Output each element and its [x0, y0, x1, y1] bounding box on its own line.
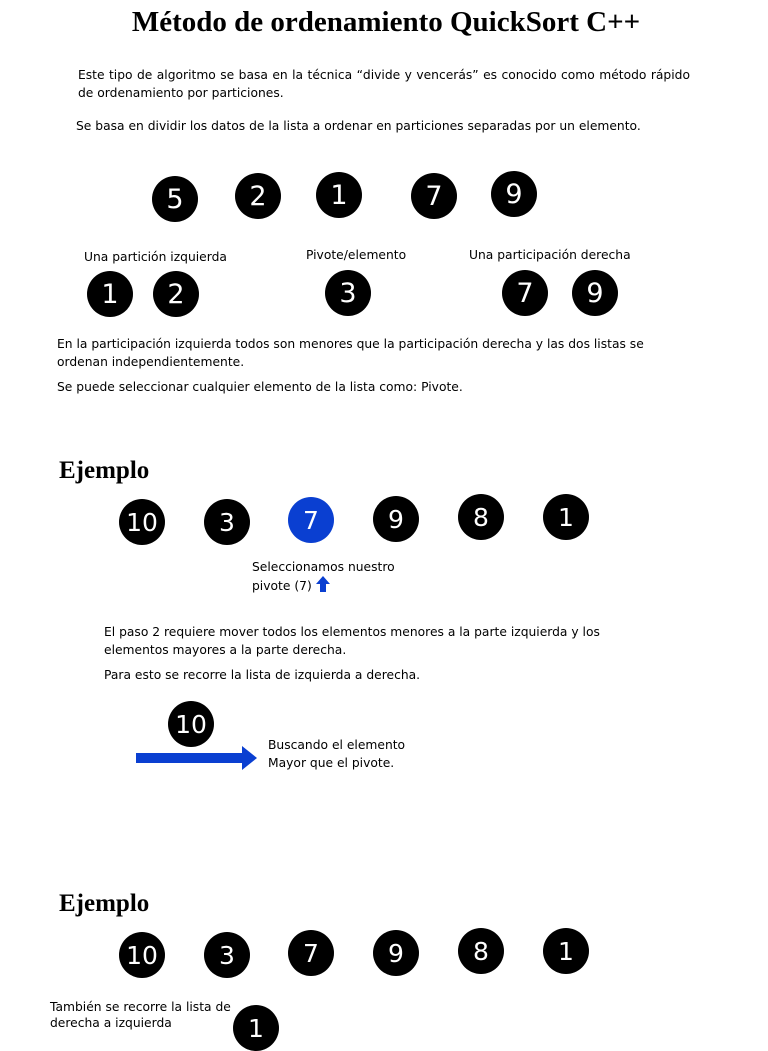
example-1-item: 10 [119, 499, 165, 545]
example-1-heading: Ejemplo [59, 457, 150, 484]
right-scan-item: 1 [233, 1005, 279, 1051]
explain-paragraph-1: En la participación izquierda todos son menores que la participación derecha y las dos listas se ordenan independientemente. [57, 337, 644, 369]
example-1-pivot-item: 7 [288, 497, 334, 543]
arrow-right-icon [134, 745, 258, 771]
pivot-label: Pivote/elemento [306, 248, 407, 262]
right-scan-caption-line-1: También se recorre la lista de [50, 1000, 231, 1014]
scan-caption-line-1: Buscando el elemento [268, 738, 406, 752]
step-paragraph-1: El paso 2 requiere mover todos los elementos menores a la parte izquierda y los elementos mayores a la parte derecha. [104, 625, 600, 657]
example-1-item: 3 [204, 499, 250, 545]
pivot-caption-line-1: Seleccionamos nuestro [252, 560, 395, 574]
arrow-up-icon [316, 576, 330, 592]
example-2-heading: Ejemplo [59, 890, 150, 917]
intro-paragraph-2: Se basa en dividir los datos de la lista a ordenar en particiones separadas por un elemento. [76, 119, 641, 133]
left-partition-item: 2 [153, 271, 199, 317]
example-1-item: 9 [373, 496, 419, 542]
step-paragraph-2: Para esto se recorre la lista de izquierda a derecha. [104, 668, 421, 682]
intro-paragraph-1: Este tipo de algoritmo se basa en la técnica “divide y vencerás” es conocido como método rápido de ordenamiento por particiones. [78, 68, 690, 100]
example-2-item: 1 [543, 928, 589, 974]
left-partition-label: Una partición izquierda [84, 250, 227, 264]
right-partition-item: 7 [502, 270, 548, 316]
example-2-item: 9 [373, 930, 419, 976]
pivot-caption-line-2 [252, 576, 330, 595]
example-2-item: 7 [288, 930, 334, 976]
left-partition-item: 1 [87, 271, 133, 317]
pivot-item: 3 [325, 270, 371, 316]
explain-paragraph-2: Se puede seleccionar cualquier elemento de la lista como: Pivote. [57, 380, 463, 394]
right-partition-label: Una participación derecha [469, 248, 631, 262]
list1-item: 7 [411, 173, 457, 219]
example-1-item: 8 [458, 494, 504, 540]
example-2-item: 8 [458, 928, 504, 974]
right-partition-item: 9 [572, 270, 618, 316]
example-2-item: 3 [204, 932, 250, 978]
right-scan-caption-line-2: derecha a izquierda [50, 1016, 172, 1030]
list1-item: 2 [235, 173, 281, 219]
page-title: Método de ordenamiento QuickSort C++ [131, 6, 641, 38]
pivot-caption-text: pivote (7) [252, 579, 312, 593]
list1-item: 5 [152, 176, 198, 222]
example-1-item: 1 [543, 494, 589, 540]
scan-caption-line-2: Mayor que el pivote. [268, 756, 395, 770]
scan-item: 10 [168, 701, 214, 747]
list1-item: 1 [316, 172, 362, 218]
example-2-item: 10 [119, 932, 165, 978]
list1-item: 9 [491, 171, 537, 217]
